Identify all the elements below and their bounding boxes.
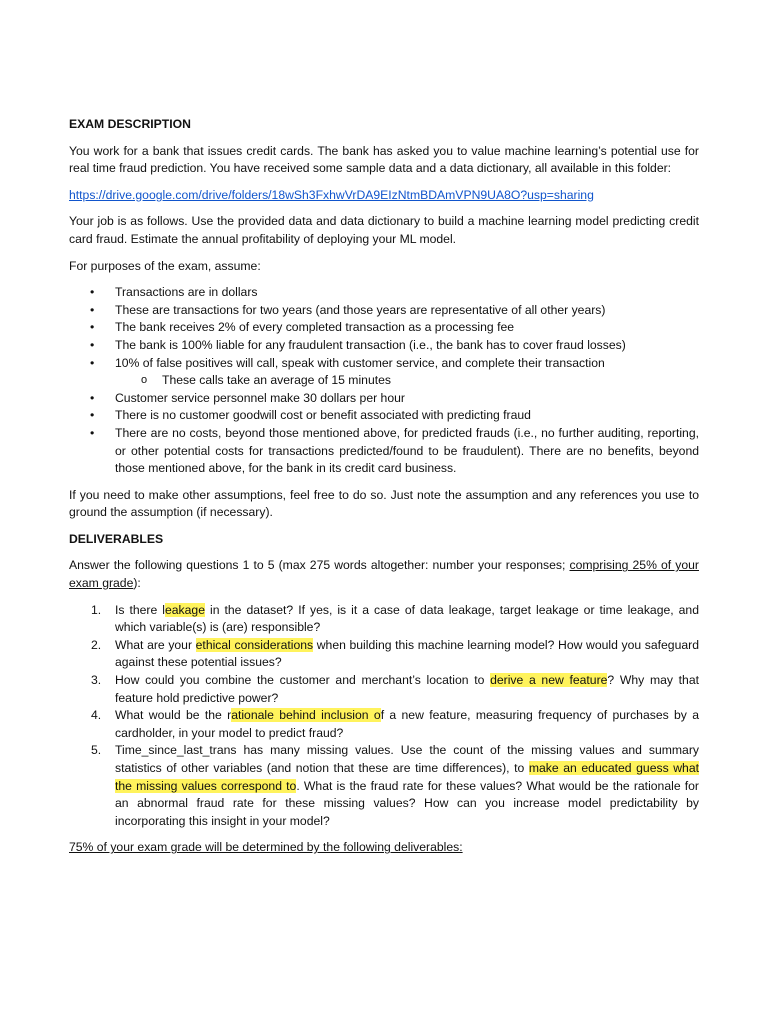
- highlight: ationale behind inclusion o: [231, 708, 381, 723]
- highlight: eakage: [165, 602, 205, 617]
- list-item: • The bank is 100% liable for any fraudulent transaction (i.e., the bank has to cover fraud losses): [69, 337, 699, 355]
- bullet-icon: •: [90, 408, 95, 423]
- assumptions-list: [69, 284, 699, 478]
- list-item: • Customer service personnel make 30 dollars per hour: [69, 390, 699, 408]
- question-item: 3. How could you combine the customer and merchant’s location to derive a new feature? Why may that feature hold predictive power?: [91, 673, 699, 705]
- bullet-icon: •: [90, 425, 95, 440]
- question-number: 2.: [91, 637, 102, 652]
- bullet-icon: •: [90, 285, 95, 300]
- list-item: • The bank receives 2% of every completed transaction as a processing fee: [69, 319, 699, 337]
- bullet-icon: •: [90, 355, 95, 370]
- intro-paragraph: You work for a bank that issues credit cards. The bank has asked you to value machine learning’s potential use for real time fraud prediction. You have received some sample data and a data dictionary, all available in this folder:: [69, 143, 699, 176]
- highlight: make an educated guess what the missing values correspond to: [115, 761, 699, 793]
- job-paragraph: Your job is as follows. Use the provided data and data dictionary to build a machine learning model predicting credit card fraud. Estimate the annual profitability of deploying your ML model.: [69, 214, 699, 246]
- list-item: • There is no customer goodwill cost or benefit associated with predicting fraud: [69, 407, 699, 425]
- question-number: 3.: [91, 673, 102, 688]
- questions-list: [69, 602, 699, 831]
- other-assumptions-paragraph: If you need to make other assumptions, feel free to do so. Just note the assumption and any references you use to ground the assumption (if necessary).: [69, 487, 699, 520]
- list-item: • Transactions are in dollars: [69, 284, 699, 302]
- highlight: ethical considerations: [195, 637, 314, 652]
- assume-intro: For purposes of the exam, assume:: [69, 258, 261, 273]
- folder-link-paragraph: [69, 187, 699, 205]
- bullet-icon: •: [90, 302, 95, 317]
- question-item: 1. Is there leakage in the dataset? If yes, is it a case of data leakage, target leakage or time leakage, and which variable(s) is (are) responsible?: [91, 602, 699, 635]
- hollow-bullet-icon: o: [141, 374, 148, 387]
- drive-folder-link[interactable]: https://drive.google.com/drive/folders/18wSh3FxhwVrDA9EIzNtmBDAmVPN9UA8O?usp=sharing: [69, 187, 594, 202]
- exam-description-heading: EXAM DESCRIPTION: [69, 117, 191, 131]
- question-item: 5. Time_since_last_trans has many missing values. Use the count of the missing values and summary statistics of other variables (and notion that these are time differences), to make an educated guess what the missing values correspond to. What is the fraud rate for these values? What would be the rationale for an abnormal fraud rate for these missing values? How can you increase model predictability by incorporating this insight in your model?: [91, 743, 699, 828]
- list-item: • These are transactions for two years (and those years are representative of all other years): [69, 302, 699, 320]
- question-item: 4. What would be the rationale behind inclusion of a new feature, measuring frequency of purchases by a cardholder, in your model to predict fraud?: [91, 708, 700, 740]
- question-number: 5.: [91, 743, 102, 758]
- document-page: [69, 116, 699, 857]
- deliverables-heading: DELIVERABLES: [69, 531, 164, 546]
- bullet-icon: •: [90, 390, 95, 405]
- sub-list-item: o These calls take an average of 15 minutes: [115, 372, 699, 390]
- bullet-icon: •: [90, 337, 95, 352]
- bullet-icon: •: [90, 320, 95, 335]
- question-item: 2. What are your ethical considerations when building this machine learning model? How would you safeguard against these potential issues?: [91, 637, 699, 670]
- list-item: • 10% of false positives will call, speak with customer service, and complete their transaction o These calls take an average of 15 minutes: [69, 355, 699, 390]
- closing-line: 75% of your exam grade will be determined by the following deliverables:: [69, 840, 463, 855]
- grade-weight-underlined: comprising 25% of your exam grade: [69, 558, 699, 591]
- sub-list: [115, 372, 699, 390]
- answer-intro-paragraph: Answer the following questions 1 to 5 (max 275 words altogether: number your responses; comprising 25% of your exam grade):: [69, 558, 699, 591]
- question-number: 4.: [91, 708, 102, 723]
- highlight: derive a new feature: [490, 673, 608, 688]
- question-number: 1.: [91, 602, 102, 617]
- list-item: • There are no costs, beyond those mentioned above, for predicted frauds (i.e., no further auditing, reporting, or other potential costs for transactions predicted/found to be fraudulent). There are no benefits, beyond those mentioned above, for the bank in its credit card business.: [90, 425, 699, 476]
